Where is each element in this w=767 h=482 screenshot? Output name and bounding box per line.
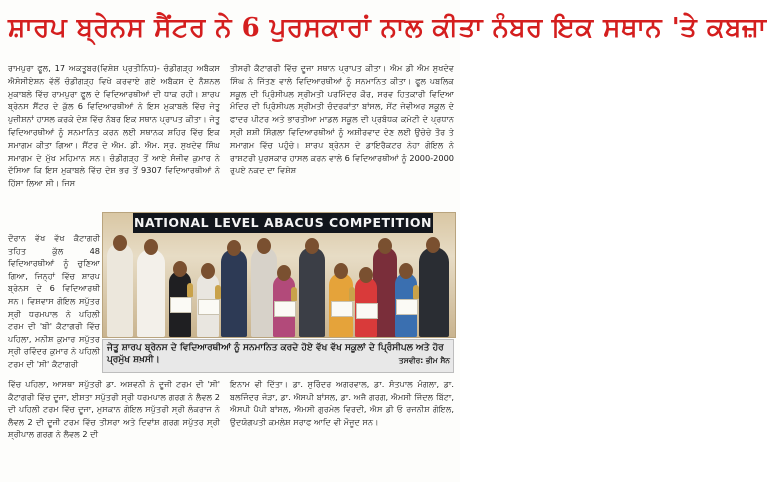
child-head	[173, 261, 187, 277]
certificate	[198, 299, 220, 315]
article-column-side: ਦੌਰਾਨ ਵੱਖ ਵੱਖ ਕੈਟਾਗਰੀ ਤਹਿਤ ਕੁੱਲ 48 ਵਿਦਿਆਰਥੀਆਂ ਨੂੰ ਚੁਣਿਆ ਗਿਆ, ਜਿਨ੍ਹਾਂ ਵਿੱਚ ਸ਼ਾਰਪ ਬ੍ਰੇਨਸ ਦੇ 6 ਵਿਦਿਆਰਥੀ ਸਨ। ਵਿਸ਼ਵਾਸ ਗੋਇਲ ਸਪੁੱਤਰ ਸ੍ਰੀ ਧਰਮਪਾਲ ਨੇ ਪਹਿਲੀ ਟਰਮ ਦੀ 'ਬੀ' ਕੈਟਾਗਰੀ ਵਿੱਚ ਪਹਿਲਾ, ਮਨੀਸ਼ ਕੁਮਾਰ ਸਪੁੱਤਰ ਸ੍ਰੀ ਰਵਿੰਦਰ ਕੁਮਾਰ ਨੇ ਪਹਿਲੀ ਟਰਮ ਦੀ 'ਸੀ' ਕੈਟਾਗਰੀ	[8, 233, 100, 369]
article-column-left: ਰਾਮਪੁਰਾ ਫੂਲ, 17 ਅਕਤੂਬਰ(ਵਿਸ਼ੇਸ਼ ਪ੍ਰਤੀਨਿਧ)- ਚੰਡੀਗੜ੍ਹ ਅਬੈਕਸ ਐਸੋਸੀਏਸ਼ਨ ਵੱਲੋਂ ਚੰਡੀਗੜ੍ਹ ਵਿਖੇ ਕਰਵਾਏ ਗਏ ਅਬੈਕਸ ਦੇ ਨੈਸ਼ਨਲ ਮੁਕਾਬਲੇ ਵਿੱਚ ਰਾਮਪੁਰਾ ਫੂਲ ਦੇ ਵਿਦਿਆਰਥੀਆਂ ਦੀ ਧਾਕ ਰਹੀ। ਸ਼ਾਰਪ ਬ੍ਰੇਨਸ ਸੈਂਟਰ ਦੇ ਕੁੱਲ 6 ਵਿਦਿਆਰਥੀਆਂ ਨੇ ਇਸ ਮੁਕਾਬਲੇ ਵਿੱਚ ਜੇਤੂ ਪੁਜ਼ੀਸ਼ਨਾਂ ਹਾਸਲ ਕਰਕੇ ਦੇਸ਼ ਵਿੱਚ ਨੰਬਰ ਇਕ ਸਥਾਨ ਪ੍ਰਾਪਤ ਕੀਤਾ। ਜੇਤੂ ਵਿਦਿਆਰਥੀਆਂ ਨੂੰ ਸਨਮਾਨਿਤ ਕਰਨ ਲਈ ਸਥਾਨਕ ਸ਼ਹਿਰ ਵਿੱਚ ਇਕ ਸਮਾਗਮ ਕੀਤਾ ਗਿਆ। ਸੈਂਟਰ ਦੇ ਐਮ. ਡੀ. ਐਮ. ਸ੍ਰ. ਸੁਖਦੇਵ ਸਿੰਘ ਸਮਾਗਮ ਦੇ ਮੁੱਖ ਮਹਿਮਾਨ ਸਨ। ਚੰਡੀਗੜ੍ਹ ਤੋਂ ਆਏ ਸੰਜੀਵ ਕੁਮਾਰ ਨੇ ਦੱਸਿਆ ਕਿ ਇਸ ਮੁਕਾਬਲੇ ਵਿੱਚ ਦੇਸ਼ ਭਰ ਤੋਂ 9307 ਵਿਦਿਆਰਥੀਆਂ ਨੇ ਹਿੱਸਾ ਲਿਆ ਸੀ। ਜਿਸ	[8, 63, 220, 189]
person-head	[257, 238, 271, 254]
trophy-icon	[291, 287, 297, 301]
person-head	[227, 240, 241, 256]
trophy-icon	[187, 283, 193, 297]
person-figure	[299, 247, 325, 337]
person-head	[426, 237, 440, 253]
group-photo	[102, 212, 456, 338]
person-head	[113, 235, 127, 251]
photo-banner: NATIONAL LEVEL ABACUS COMPETITION	[133, 213, 433, 233]
article-column-bottom-left: ਵਿੱਚ ਪਹਿਲਾ, ਆਸਥਾ ਸਪੁੱਤਰੀ ਡਾ. ਅਸ਼ਵਨੀ ਨੇ ਦੂਜੀ ਟਰਮ ਦੀ 'ਸੀ' ਕੈਟਾਗਰੀ ਵਿੱਚ ਦੂਜਾ, ਈਸ਼ਤਾ ਸਪੁੱਤਰੀ ਸ੍ਰੀ ਧਰਮਪਾਲ ਗਰਗ ਨੇ ਲੈਵਲ 2 ਦੀ ਪਹਿਲੀ ਟਰਮ ਵਿੱਚ ਦੂਜਾ, ਮੁਸਕਾਨ ਗੋਇਲ ਸਪੁੱਤਰੀ ਸ੍ਰੀ ਲੋਕਰਾਜ ਨੇ ਲੈਵਲ 2 ਦੀ ਦੂਜੀ ਟਰਮ ਵਿੱਚ ਤੀਸਰਾ ਅਤੇ ਦਿਵਾਂਸ਼ ਗਰਗ ਸਪੁੱਤਰ ਸ੍ਰੀ ਸ਼੍ਰੀਪਾਲ ਗਰਗ ਨੇ ਲੈਵਲ 2 ਦੀ	[8, 379, 220, 440]
person-head	[144, 239, 158, 255]
article-column-right: ਤੀਸਰੀ ਕੈਟਾਗਰੀ ਵਿੱਚ ਦੂਜਾ ਸਥਾਨ ਪ੍ਰਾਪਤ ਕੀਤਾ। ਐਮ ਡੀ ਐਮ ਸੁਖਦੇਵ ਸਿੰਘ ਨੇ ਜਿੱਤਣ ਵਾਲੇ ਵਿਦਿਆਰਥੀਆਂ ਨੂੰ ਸਨਮਾਨਿਤ ਕੀਤਾ। ਫੂਲ ਪਬਲਿਕ ਸਕੂਲ ਦੀ ਪ੍ਰਿੰਸੀਪਲ ਸ੍ਰੀਮਤੀ ਪਰਮਿੰਦਰ ਕੌਰ, ਸਰਵ ਹਿਤਕਾਰੀ ਵਿਦਿਆ ਮੰਦਿਰ ਦੀ ਪ੍ਰਿੰਸੀਪਲ ਸ੍ਰੀਮਤੀ ਚੰਦਰਕਾਂਤਾ ਬਾਂਸਲ, ਸੇਂਟ ਜੇਵੀਅਰ ਸਕੂਲ ਦੇ ਫਾਦਰ ਪੀਟਰ ਅਤੇ ਭਾਰਤੀਆ ਮਾਡਲ ਸਕੂਲ ਦੀ ਪ੍ਰਬੰਧਕ ਕਮੇਟੀ ਦੇ ਪ੍ਰਧਾਨ ਸ੍ਰੀ ਸ਼ਸ਼ੀ ਸਿੰਗਲਾ ਵਿਦਿਆਰਥੀਆਂ ਨੂੰ ਅਸ਼ੀਰਵਾਦ ਦੇਣ ਲਈ ਉਚੇਚੇ ਤੌਰ ਤੇ ਸਮਾਗਮ ਵਿੱਚ ਪਹੁੰਚੇ। ਸ਼ਾਰਪ ਬ੍ਰੇਨਸ ਦੇ ਡਾਇਰੈਕਟਰ ਨੇਹਾ ਗੋਇਲ ਨੇ ਰਾਸ਼ਟਰੀ ਪੁਰਸਕਾਰ ਹਾਸਲ ਕਰਨ ਵਾਲੇ 6 ਵਿਦਿਆਰਥੀਆਂ ਨੂੰ 2000-2000 ਰੁਪਏ ਨਕਦ ਦਾ ਵਿਸ਼ੇਸ਼	[230, 63, 454, 176]
person-head	[378, 238, 392, 254]
trophy-icon	[413, 285, 419, 299]
child-head	[399, 263, 413, 279]
person-figure	[221, 249, 247, 337]
child-head	[201, 263, 215, 279]
certificate	[356, 303, 378, 319]
person-head	[305, 238, 319, 254]
child-head	[334, 263, 348, 279]
headline: ਸ਼ਾਰਪ ਬ੍ਰੇਨਸ ਸੈਂਟਰ ਨੇ 6 ਪੁਰਸਕਾਰਾਂ ਨਾਲ ਕੀਤਾ ਨੰਬਰ ਇਕ ਸਥਾਨ 'ਤੇ ਕਬਜ਼ਾ	[8, 13, 767, 43]
person-figure	[419, 247, 449, 337]
certificate	[170, 297, 192, 313]
person-figure	[107, 243, 133, 337]
certificate	[396, 299, 418, 315]
trophy-icon	[215, 285, 221, 299]
certificate	[331, 301, 353, 317]
child-head	[277, 265, 291, 281]
person-figure	[137, 249, 165, 337]
photo-credit: ਤਸਵੀਰ: ਭੀਮ ਸੈਨ	[398, 356, 450, 365]
child-head	[359, 267, 373, 283]
photo-caption: ਜੇਤੂ ਸ਼ਾਰਪ ਬ੍ਰੇਨਸ ਦੇ ਵਿਦਿਆਰਥੀਆਂ ਨੂੰ ਸਨਮਾਨਿਤ ਕਰਦੇ ਹੋਏ ਵੱਖ ਵੱਖ ਸਕੂਲਾਂ ਦੇ ਪ੍ਰਿੰਸੀਪਲ ਅਤੇ ਹੋਰ ਪ੍ਰਮੁੱਖ ਸ਼ਖ਼ਸੀ।	[102, 339, 454, 373]
certificate	[274, 301, 296, 317]
article-column-bottom-right: ਇਨਾਮ ਵੀ ਦਿੱਤਾ। ਡਾ. ਸੁਰਿੰਦਰ ਅਗਰਵਾਲ, ਡਾ. ਸੰਤਪਾਲ ਮੰਗਲਾ, ਡਾ. ਬਲਜਿੰਦਰ ਜੋੜਾ, ਡਾ. ਐਸਪੀ ਬਾਂਸਲ, ਡਾ. ਅਜੈ ਗਰਗ, ਐਮਸੀ ਜਿੰਦਲ ਬਿੱਟਾ, ਐਸਪੀ ਪੈਪੀ ਬਾਂਸਲ, ਐਮਸੀ ਗੁਰਮੇਲ ਵਿਰਦੀ, ਐਸ ਡੀ ਓ ਰਜਨੀਸ਼ ਗੋਇਲ, ਉਦਯੋਗਪਤੀ ਕਮਲੇਸ਼ ਸਰਾਫ ਆਦਿ ਵੀ ਮੌਜੂਦ ਸਨ।	[230, 379, 454, 427]
